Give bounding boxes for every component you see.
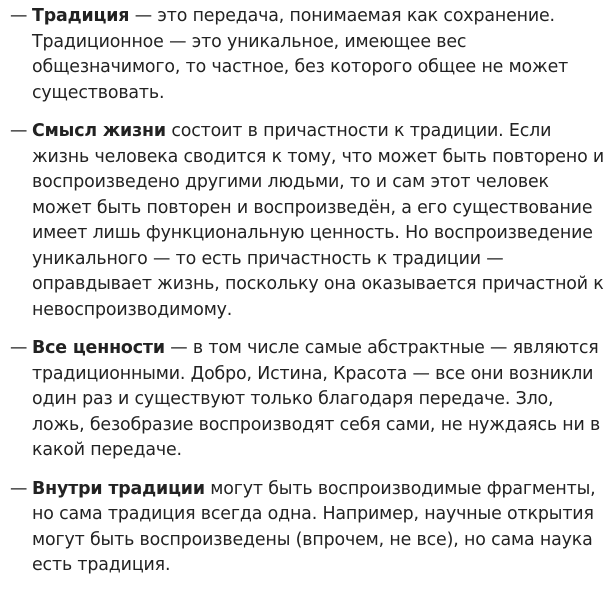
term-tradition: Традиция [32, 6, 130, 26]
dash-bullet: — [10, 6, 28, 26]
dash-bullet: — [10, 121, 28, 141]
item-text: — это передача, понимаемая как сохранение. Традиционное — это уникальное, имеющее вес общезначимого, то частное, без которого общее не может существовать. [32, 6, 569, 103]
item-text: — в том числе самые абстрактные — являются традиционными. Добро, Истина, Красота — все они возникли один раз и существуют только благодаря передаче. Зло, ложь, безобразие воспроизводят себя сами, не нуждаясь ни в какой передаче. [32, 338, 601, 460]
list-item-inside-tradition [10, 477, 606, 579]
item-text: состоит в причастности к традиции. Если жизнь человека сводится к тому, что может быть повторено и воспроизведено другими людьми, то и сам этот человек может быть повторен и воспроизведён, а его существование имеет лишь функциональную ценность. Но воспроизведение уникального — то есть причастность к традиции — оправдывает жизнь, поскольку она оказывается причастной к невоспроизводимому. [32, 121, 605, 320]
list-item-tradition [10, 4, 606, 106]
term-all-values: Все ценности [32, 338, 165, 358]
dash-bullet: — [10, 478, 28, 499]
list-item-meaning-of-life [10, 119, 606, 323]
term-meaning-of-life: Смысл жизни [32, 121, 166, 141]
definitions-list [10, 4, 606, 592]
list-item-all-values [10, 336, 606, 464]
dash-bullet: — [10, 338, 28, 358]
term-inside-tradition: Внутри традиции [32, 478, 205, 499]
item-text: могут быть воспроизводимые фрагменты, но сама традиция всегда одна. Например, научные открытия могут быть воспроизведены (впрочем, не все), но сама наука есть традиция. [32, 478, 596, 575]
